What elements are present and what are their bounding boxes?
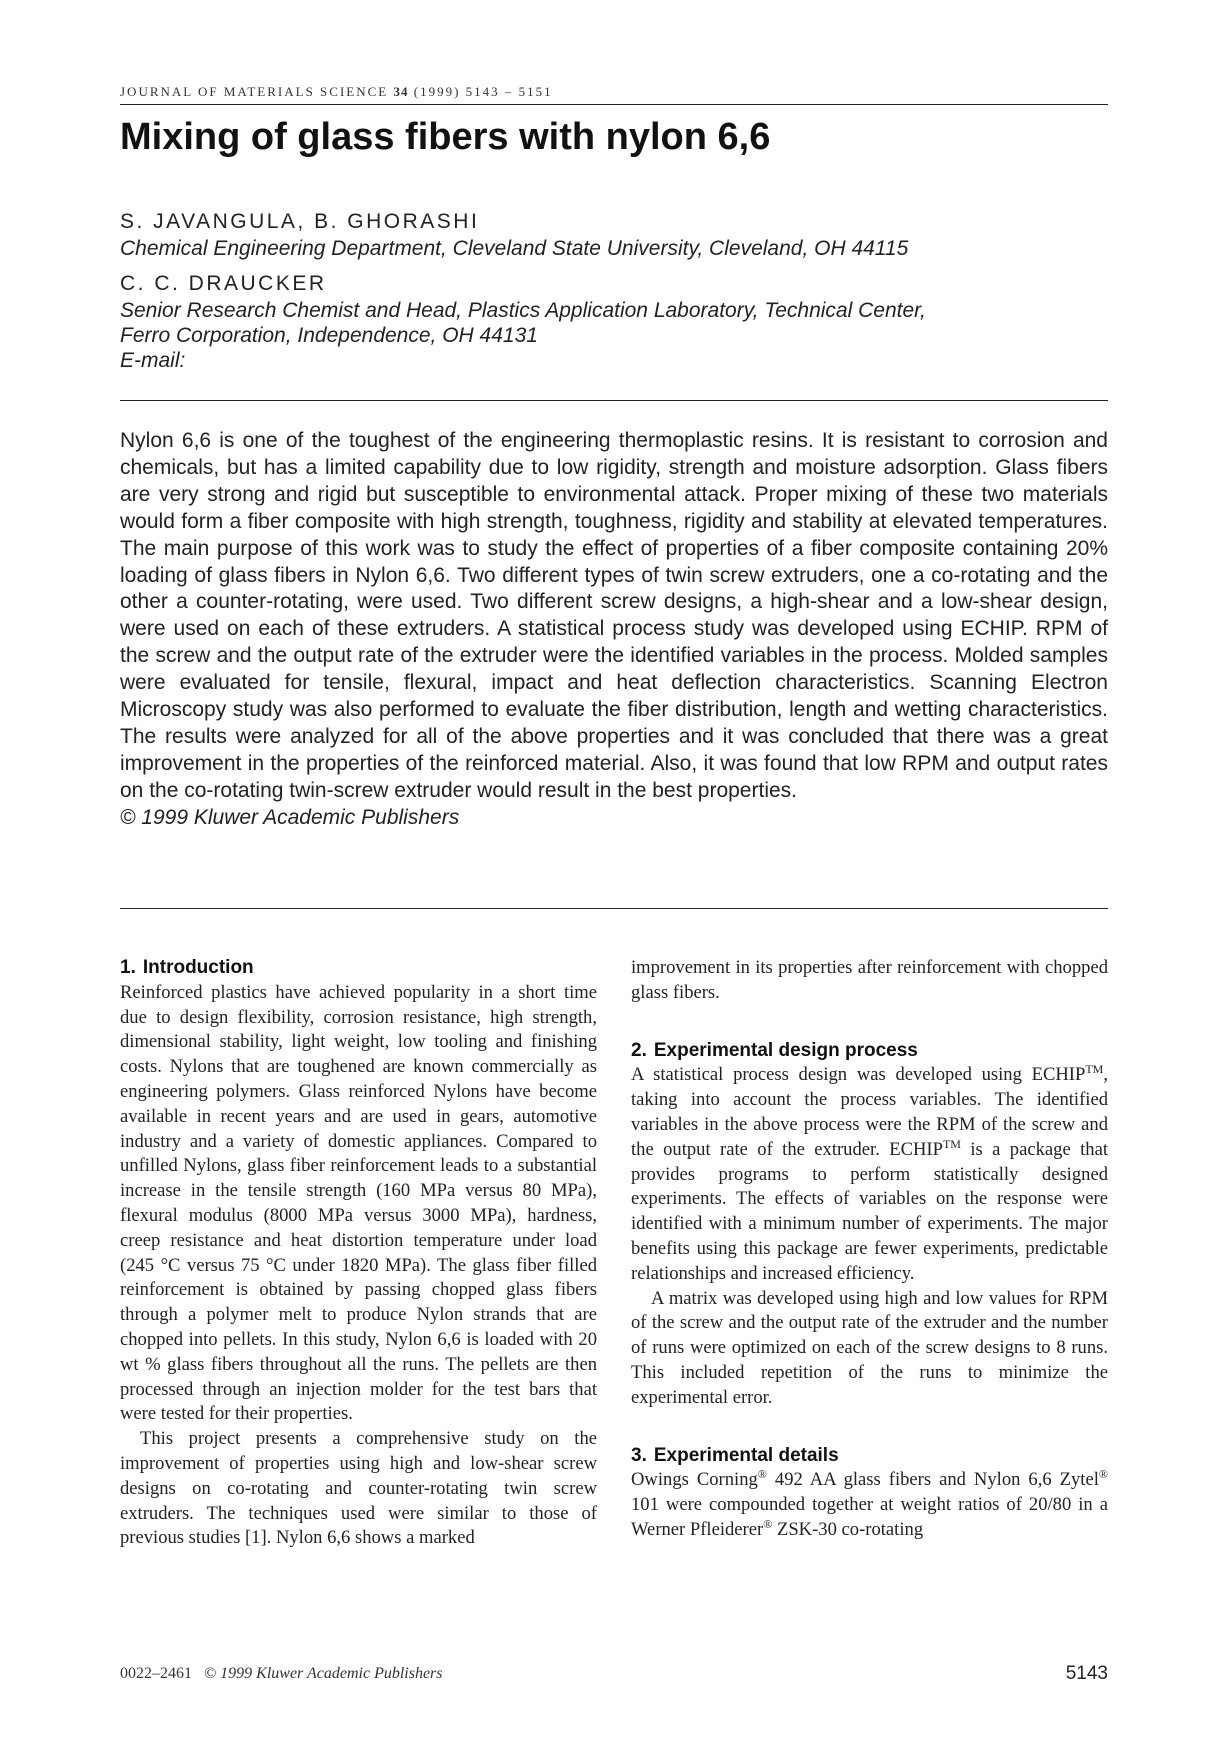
journal-name: JOURNAL OF MATERIALS SCIENCE <box>120 84 389 99</box>
header-rule <box>120 104 1108 105</box>
section-title: Introduction <box>142 957 254 978</box>
section-title: Experimental details <box>653 1444 839 1466</box>
section-title: Experimental design process <box>653 1039 918 1061</box>
section-heading-experimental-design <box>631 1039 1108 1064</box>
paper-title: Mixing of glass fibers with nylon 6,6 <box>120 116 771 158</box>
footer-copyright: © 1999 Kluwer Academic Publishers <box>204 1665 443 1682</box>
details-paragraph-1: Owings Corning® 492 AA glass fibers and Nylon 6,6 Zytel® 101 were compounded together at weight ratios of 20/80 in a Werner Pfleiderer® ZSK-30 co-rotating <box>631 1467 1108 1540</box>
affiliation-line: Chemical Engineering Department, Cleveland State University, Cleveland, OH 44115 <box>120 237 909 260</box>
section-heading-experimental-details <box>631 1444 1108 1469</box>
email-label: E-mail: <box>120 349 186 372</box>
journal-volume: 34 <box>393 84 409 99</box>
design-paragraph-1: A statistical process design was developed using ECHIP™, taking into account the process variables. The identified variables in the above process were the RPM of the screw and the output rate of the extruder. ECHIP™ is a package that provides programs to perform statistically designed experiments. The effects of variables on the response were identified with a minimum number of experiments. The major benefits using this package are fewer experiments, predictable relationships and increased efficiency. <box>631 1062 1108 1284</box>
journal-year-pages: (1999) 5143 – 5151 <box>413 84 553 99</box>
affiliation-1 <box>120 236 908 261</box>
section-heading-introduction <box>120 956 597 981</box>
footer-imprint <box>120 1665 443 1683</box>
section-number: 2. <box>631 1039 647 1061</box>
author-group-2: C. C. DRAUCKER <box>120 272 327 295</box>
registered-mark: ® <box>1098 1467 1108 1482</box>
abstract-text: Nylon 6,6 is one of the toughest of the engineering thermoplastic resins. It is resistant to corrosion and chemicals, but has a limited capability due to low rigidity, strength and moisture adsorption. Glass fibers are very strong and rigid but susceptible to environmental attack. Proper mixing of these two materials would form a fiber composite with high strength, toughness, rigidity and stability at elevated temperatures. The main purpose of this work was to study the effect of properties of a fiber composite containing 20% loading of glass fibers in Nylon 6,6. Two different types of twin screw extruders, one a co-rotating and the other a counter-rotating, were used. Two different screw designs, a high-shear and a low-shear design, were used on each of these extruders. A statistical process study was developed using ECHIP. RPM of the screw and the output rate of the extruder were the identified variables in the process. Molded samples were evaluated for tensile, flexural, impact and heat deflection characteristics. Scanning Electron Microscopy study was also performed to evaluate the fiber distribution, length and wetting characteristics. The results were analyzed for all of the above properties and it was concluded that there was a great improvement in the properties of the reinforced material. Also, it was found that low RPM and output rates on the co-rotating twin-screw extruder would result in the best properties. <box>120 429 1108 802</box>
affiliation-2 <box>120 298 926 373</box>
abstract-top-rule <box>120 400 1108 401</box>
intro-paragraph-1: Reinforced plastics have achieved popularity in a short time due to design flexibility, corrosion resistance, high strength, dimensional stability, light weight, low tooling and finishing costs. Nylons that are toughened are known commercially as engineering polymers. Glass reinforced Nylons have become available in recent years and are used in gears, automotive industry and a variety of domestic appliances. Compared to unfilled Nylons, glass fiber reinforcement leads to a substantial increase in the tensile strength (160 MPa versus 80 MPa), flexural modulus (8000 MPa versus 3000 MPa), hardness, creep resistance and heat distortion temperature under load (245 °C versus 75 °C under 1820 MPa). The glass fiber filled reinforcement is obtained by passing chopped glass fibers through a polymer melt to produce Nylon strands that are chopped into pellets. In this study, Nylon 6,6 is loaded with 20 wt % glass fibers throughout all the runs. The pellets are then processed through an injection molder for the test bars that were tested for their properties. <box>120 981 597 1425</box>
running-header <box>120 84 1108 100</box>
issn: 0022–2461 <box>120 1665 192 1682</box>
intro-paragraph-2: This project presents a comprehensive study on the improvement of properties using high and low-shear screw designs on co-rotating and counter-rotating twin screw extruders. The techniques used were similar to those of previous studies [1]. Nylon 6,6 shows a marked <box>120 1428 597 1549</box>
right-column <box>631 956 1108 1543</box>
abstract-bottom-rule <box>120 908 1108 909</box>
left-column <box>120 956 597 1551</box>
abstract-copyright: © 1999 Kluwer Academic Publishers <box>120 805 460 829</box>
registered-mark: ® <box>763 1516 773 1531</box>
trademark-mark: TM <box>1085 1062 1104 1077</box>
section-number: 1. <box>120 957 136 978</box>
section-number: 3. <box>631 1444 647 1466</box>
affiliation-line: Senior Research Chemist and Head, Plastics Application Laboratory, Technical Center, <box>120 299 926 322</box>
design-paragraph-2: A matrix was developed using high and low values for RPM of the screw and the output rate of the extruder and the number of runs were optimized on each of the screw designs to 8 runs. This included repetition of the runs to minimize the experimental error. <box>631 1287 1108 1408</box>
abstract <box>120 428 1108 832</box>
intro-paragraph-2-continued: improvement in its properties after reinforcement with chopped glass fibers. <box>631 957 1108 1003</box>
registered-mark: ® <box>757 1467 767 1482</box>
trademark-mark: TM <box>942 1136 961 1151</box>
author-group-1: S. JAVANGULA, B. GHORASHI <box>120 210 480 233</box>
affiliation-line: Ferro Corporation, Independence, OH 44131 <box>120 324 538 347</box>
page-number: 5143 <box>1065 1663 1108 1684</box>
